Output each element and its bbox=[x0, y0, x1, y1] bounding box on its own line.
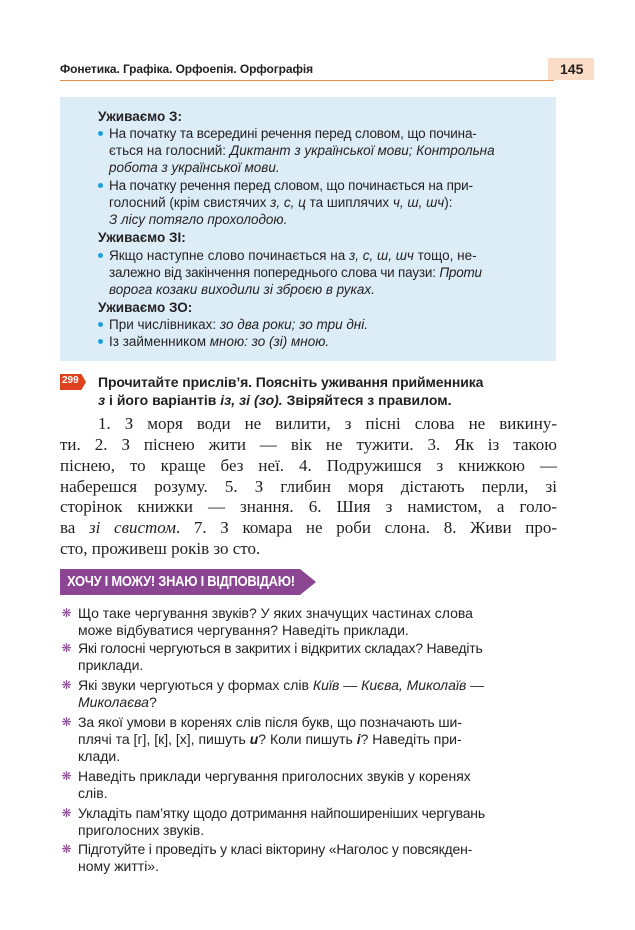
rule-z-item-2-line-2: голосний (крім свистячих з, с, ц та шиплячих ч, ш, шч): bbox=[109, 195, 453, 210]
header-divider bbox=[60, 80, 554, 81]
blue-dot-bullet bbox=[98, 131, 103, 136]
rule-heading-z: Уживаємо З: bbox=[98, 109, 182, 124]
proverbs-line-2: ти. 2. З піснею жити — вік не тужити. 3. Як із такою bbox=[60, 435, 557, 454]
blue-dot-bullet bbox=[98, 339, 103, 344]
exercise-number: 299 bbox=[62, 375, 79, 386]
question-5-line-1: Наведіть приклади чергування приголосних звуків у коренях bbox=[78, 768, 471, 784]
exercise-task-line-1: Прочитайте прислів’я. Поясніть уживання прийменника bbox=[98, 374, 484, 390]
question-6-line-2: приголосних звуків. bbox=[78, 822, 205, 838]
rule-zi-item-1-line-1: Якщо наступне слово починається на з, с, ш, шч тощо, не- bbox=[109, 248, 477, 263]
proverbs-line-7: сто, проживеш років зо сто. bbox=[60, 539, 261, 558]
question-7-line-2: ному житті». bbox=[78, 858, 159, 874]
proverbs-line-1: 1. З моря води не вилити, з пісні слова не викину- bbox=[98, 414, 557, 433]
proverbs-line-6: ва зі свистом. 7. З комара не роби слона. 8. Живи про- bbox=[60, 518, 557, 537]
question-6-line-1: Укладіть пам’ятку щодо дотримання найпоширеніших чергувань bbox=[78, 805, 485, 821]
question-1-line-1: Що таке чергування звуків? У яких значущих частинах слова bbox=[78, 605, 473, 621]
flower-bullet-icon: ❋ bbox=[61, 678, 72, 692]
blue-dot-bullet bbox=[98, 253, 103, 258]
proverbs-line-4: наберешся розуму. 5. З глибин моря дістають перли, зі bbox=[60, 477, 557, 496]
question-4-line-2: плячі та [г], [к], [х], пишуть и? Коли пишуть і? Наведіть при- bbox=[78, 731, 462, 747]
rule-z-item-1-line-2: ється на голосний: Диктант з української мови; Контрольна bbox=[109, 143, 495, 158]
question-3-line-1: Які звуки чергуються у формах слів Київ — Києва, Миколаїв — bbox=[78, 677, 485, 693]
question-7-line-1: Підготуйте і проведіть у класі вікторину «Наголос у повсякден- bbox=[78, 841, 473, 857]
proverbs-line-3: піснею, то краще без неї. 4. Подружишся з книжкою — bbox=[60, 456, 557, 475]
flower-bullet-icon: ❋ bbox=[61, 769, 72, 783]
rule-z-item-1-line-1: На початку та всередині речення перед словом, що почина- bbox=[109, 126, 477, 141]
question-4-line-1: За якої умови в коренях слів після букв, що позначають ши- bbox=[78, 714, 462, 730]
page-number: 145 bbox=[560, 61, 584, 77]
page-header-title: Фонетика. Графіка. Орфоепія. Орфографія bbox=[60, 62, 314, 76]
question-1-line-2: може відбуватися чергування? Наведіть приклади. bbox=[78, 622, 409, 638]
flower-bullet-icon: ❋ bbox=[61, 842, 72, 856]
rule-zi-item-1-line-2: залежно від закінчення попереднього слова чи паузи: Проти bbox=[109, 265, 482, 280]
rule-zi-item-1-line-3: ворога козаки виходили зі зброєю в руках. bbox=[109, 282, 375, 297]
proverbs-line-5: сторінок книжки — знання. 6. Шия з намистом, а голо- bbox=[60, 497, 557, 516]
flower-bullet-icon: ❋ bbox=[61, 641, 72, 655]
exercise-task-line-2: з і його варіантів із, зі (зо). Звіряйтеся з правилом. bbox=[98, 392, 452, 408]
rule-z-item-2-line-1: На початку речення перед словом, що починається на при- bbox=[109, 178, 473, 193]
question-5-line-2: слів. bbox=[78, 785, 108, 801]
rule-z-item-1-line-3: робота з української мови. bbox=[109, 160, 280, 175]
rule-zo-item-1: При числівниках: зо два роки; зо три дні. bbox=[109, 317, 368, 332]
rule-zo-item-2: Із займенником мною: зо (зі) мною. bbox=[109, 334, 330, 349]
question-3-line-2: Миколаєва? bbox=[78, 694, 157, 710]
question-4-line-3: клади. bbox=[78, 748, 121, 764]
rule-z-item-2-line-3: З лісу потягло прохолодою. bbox=[109, 212, 288, 227]
question-2-line-1: Які голосні чергуються в закритих і відкритих складах? Наведіть bbox=[78, 640, 483, 656]
rule-heading-zi: Уживаємо ЗІ: bbox=[98, 230, 186, 245]
section-banner-title: ХОЧУ І МОЖУ! ЗНАЮ І ВІДПОВІДАЮ! bbox=[67, 573, 295, 590]
question-2-line-2: приклади. bbox=[78, 657, 144, 673]
flower-bullet-icon: ❋ bbox=[61, 806, 72, 820]
flower-bullet-icon: ❋ bbox=[61, 715, 72, 729]
rule-heading-zo: Уживаємо ЗО: bbox=[98, 300, 193, 315]
flower-bullet-icon: ❋ bbox=[61, 606, 72, 620]
blue-dot-bullet bbox=[98, 183, 103, 188]
blue-dot-bullet bbox=[98, 322, 103, 327]
